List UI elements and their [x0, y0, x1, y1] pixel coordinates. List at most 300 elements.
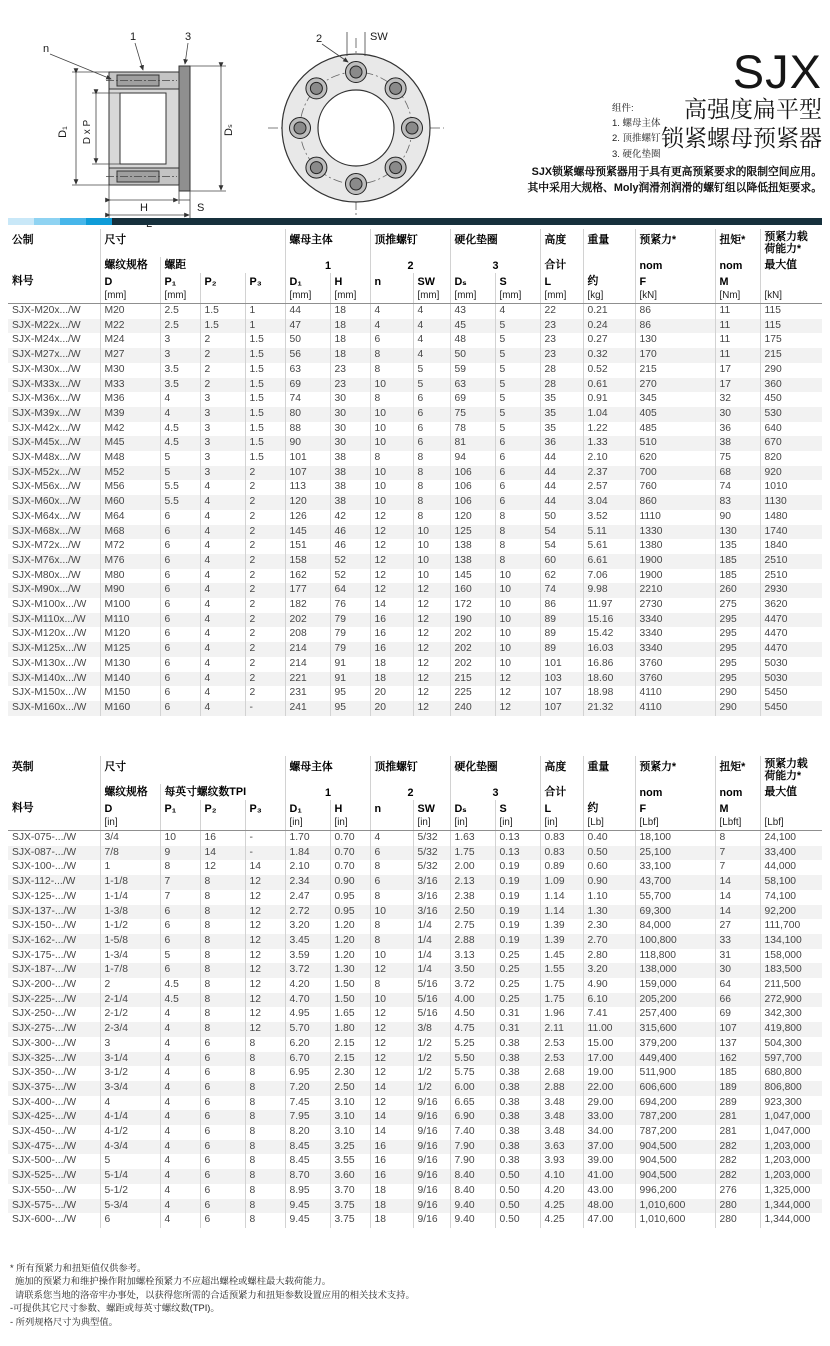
value-cell: 44 [540, 466, 583, 481]
part-number-cell: SJX-M56x.../W [12, 481, 81, 493]
value-cell: 700 [635, 466, 715, 481]
value-cell: 158 [285, 554, 330, 569]
value-cell: 4 [200, 701, 245, 716]
part-number-cell: SJX-M120x.../W [12, 628, 87, 640]
value-cell: 7 [715, 846, 760, 861]
value-cell: 6 [160, 905, 200, 920]
value-cell: M20 [100, 304, 160, 319]
value-cell: 4 [160, 1052, 200, 1067]
value-cell: 107 [540, 686, 583, 701]
value-cell: 3.75 [330, 1199, 370, 1214]
table-row [8, 686, 822, 701]
part-number-cell: SJX-M140x.../W [12, 672, 87, 684]
value-cell: 860 [635, 495, 715, 510]
value-cell: 10 [370, 495, 413, 510]
value-cell: 10 [370, 378, 413, 393]
value-cell: 4 [370, 319, 413, 334]
value-cell: 183,500 [760, 963, 822, 978]
value-cell: 10 [370, 993, 413, 1008]
value-cell: 115 [760, 304, 822, 319]
value-cell: 1,203,000 [760, 1140, 822, 1155]
value-cell: 1130 [760, 495, 822, 510]
value-cell: 4.5 [160, 978, 200, 993]
footnote-5: - 所列规格尺寸为典型值。 [10, 1316, 118, 1327]
value-cell: 2 [245, 672, 285, 687]
value-cell: 5 [495, 378, 540, 393]
value-cell: 92,200 [760, 905, 822, 920]
table-row [8, 1037, 822, 1052]
value-cell: 12 [370, 1052, 413, 1067]
value-cell: 42 [330, 510, 370, 525]
value-cell: 3 [200, 392, 245, 407]
value-cell: 3.63 [540, 1140, 583, 1155]
value-cell: 282 [715, 1140, 760, 1155]
value-cell: 202 [450, 642, 495, 657]
table-row [8, 934, 822, 949]
footnote-2: 施加的预紧力和维护操作附加螺栓预紧力不应超出螺栓或螺柱最大载荷能力。 [15, 1276, 332, 1287]
value-cell: 1.5 [245, 333, 285, 348]
value-cell: 68 [715, 466, 760, 481]
value-cell: 0.95 [330, 890, 370, 905]
value-cell: 18 [330, 348, 370, 363]
label-part3: 3 [185, 31, 192, 43]
value-cell: 241 [285, 701, 330, 716]
value-cell: 8 [200, 1007, 245, 1022]
value-cell: 5-1/2 [100, 1184, 160, 1199]
value-cell: 47.00 [583, 1213, 635, 1228]
value-cell: 5.5 [160, 480, 200, 495]
value-cell: 8 [370, 348, 413, 363]
part-number-cell: SJX-300-.../W [12, 1037, 77, 1049]
value-cell: 4 [160, 1199, 200, 1214]
description-line-1: SJX锁紧螺母预紧器用于具有更高预紧要求的限制空间应用。 [531, 165, 822, 178]
value-cell: 138,000 [635, 963, 715, 978]
value-cell: 6 [413, 407, 450, 422]
unit-m: [Lbft] [715, 816, 760, 831]
value-cell: 69 [715, 1007, 760, 1022]
part-number-cell: SJX-M42x.../W [12, 422, 81, 434]
value-cell: 379,200 [635, 1037, 715, 1052]
value-cell: 125 [450, 525, 495, 540]
legend-item-2: 2. 顶推螺钉 [612, 133, 661, 145]
col-h: H [330, 800, 370, 816]
value-cell: 115 [760, 319, 822, 334]
value-cell: 8 [200, 993, 245, 1008]
value-cell: 2.10 [285, 860, 330, 875]
value-cell: 295 [715, 642, 760, 657]
table-row [8, 1066, 822, 1081]
dim-label-d1: D₁ [57, 126, 69, 138]
value-cell: 18 [370, 1184, 413, 1199]
value-cell: 0.25 [495, 949, 540, 964]
table-row [8, 333, 822, 348]
footnotes [10, 1262, 415, 1329]
value-cell: 107 [540, 701, 583, 716]
value-cell: 185 [715, 554, 760, 569]
part-number-cell: SJX-150-.../W [12, 920, 77, 932]
value-cell: 3-1/2 [100, 1066, 160, 1081]
value-cell: 1.45 [540, 949, 583, 964]
table-row [8, 583, 822, 598]
value-cell: 0.38 [495, 1096, 540, 1111]
value-cell: 3.72 [285, 963, 330, 978]
value-cell: 0.19 [495, 890, 540, 905]
value-cell: 54 [540, 525, 583, 540]
value-cell: 2-1/2 [100, 1007, 160, 1022]
value-cell: 904,500 [635, 1169, 715, 1184]
value-cell: 11 [715, 348, 760, 363]
value-cell: 12 [370, 1037, 413, 1052]
value-cell: 4 [160, 1213, 200, 1228]
value-cell: 8 [413, 451, 450, 466]
part-number-cell: SJX-M24x.../W [12, 334, 81, 346]
sub-nom-m: nom [715, 784, 760, 800]
part-number-cell: SJX-325-.../W [12, 1052, 77, 1064]
col-n: n [370, 273, 413, 289]
value-cell: 8.70 [285, 1169, 330, 1184]
group-nut-body: 螺母主体 [285, 756, 370, 784]
value-cell: 10 [495, 657, 540, 672]
value-cell: 10 [413, 539, 450, 554]
value-cell: 10 [370, 949, 413, 964]
value-cell: 91 [330, 672, 370, 687]
value-cell: 6 [200, 1140, 245, 1155]
value-cell: 3/8 [413, 1022, 450, 1037]
col-p1: P₁ [160, 273, 200, 289]
col-approx: 约 [583, 273, 635, 289]
value-cell: 8 [370, 860, 413, 875]
value-cell: 8 [245, 1066, 285, 1081]
value-cell: 8 [370, 978, 413, 993]
col-ds: Dₛ [450, 273, 495, 289]
value-cell: 21.32 [583, 701, 635, 716]
value-cell: 58,100 [760, 875, 822, 890]
value-cell: 1,047,000 [760, 1110, 822, 1125]
value-cell: 1.70 [285, 831, 330, 846]
value-cell: - [245, 701, 285, 716]
table-row [8, 304, 822, 319]
table-row [8, 831, 822, 846]
value-cell: 345 [635, 392, 715, 407]
part-number-cell: SJX-112-.../W [12, 876, 76, 888]
group-jack-screws: 顶推螺钉 [370, 756, 450, 784]
table-row [8, 348, 822, 363]
value-cell: 4470 [760, 642, 822, 657]
value-cell: 9 [160, 846, 200, 861]
value-cell: M27 [100, 348, 160, 363]
value-cell: 3760 [635, 657, 715, 672]
value-cell: 3.70 [330, 1184, 370, 1199]
value-cell: 106 [450, 495, 495, 510]
value-cell: 1.39 [540, 919, 583, 934]
part-number-cell: SJX-550-.../W [12, 1184, 77, 1196]
value-cell: 45 [450, 319, 495, 334]
value-cell: 6 [160, 672, 200, 687]
value-cell: 9/16 [413, 1154, 450, 1169]
value-cell: 2 [200, 378, 245, 393]
value-cell: 3 [200, 436, 245, 451]
value-cell: 7 [160, 875, 200, 890]
value-cell: 0.83 [540, 846, 583, 861]
value-cell: 1,344,000 [760, 1199, 822, 1214]
value-cell: 0.70 [330, 860, 370, 875]
label-n: n [43, 43, 50, 55]
value-cell: 4 [200, 525, 245, 540]
value-cell: 6 [160, 919, 200, 934]
part-number-cell: SJX-275-.../W [12, 1023, 77, 1035]
value-cell: 4110 [635, 686, 715, 701]
table-row [8, 1154, 822, 1169]
value-cell: 18.60 [583, 672, 635, 687]
value-cell: 101 [285, 451, 330, 466]
value-cell: 60 [540, 554, 583, 569]
sub-tpi: 每英寸螺纹数TPI [160, 784, 285, 800]
value-cell: 8 [245, 1081, 285, 1096]
value-cell: 12 [413, 701, 450, 716]
col-s: S [495, 800, 540, 816]
value-cell: 3.10 [330, 1125, 370, 1140]
value-cell: 295 [715, 627, 760, 642]
value-cell: 2.37 [583, 466, 635, 481]
value-cell: 4 [160, 1007, 200, 1022]
table-row [8, 1184, 822, 1199]
group-torque: 扭矩* [715, 229, 760, 257]
unit-d: [in] [100, 816, 160, 831]
table-row [8, 495, 822, 510]
col-m: M [715, 273, 760, 289]
value-cell: 111,700 [760, 919, 822, 934]
value-cell: 4 [413, 304, 450, 319]
value-cell: 4 [100, 1096, 160, 1111]
group-capacity: 预紧力载 荷能力* [760, 756, 822, 784]
value-cell: 4.5 [160, 436, 200, 451]
part-number-cell: SJX-M72x.../W [12, 540, 81, 552]
value-cell: 18 [330, 319, 370, 334]
value-cell: 1110 [635, 510, 715, 525]
table-row [8, 525, 822, 540]
unit-ds: [mm] [450, 289, 495, 304]
value-cell: 282 [715, 1169, 760, 1184]
value-cell: 6 [160, 963, 200, 978]
value-cell: 7.90 [450, 1154, 495, 1169]
value-cell: 6 [160, 627, 200, 642]
value-cell: 0.50 [495, 1169, 540, 1184]
value-cell: 504,300 [760, 1037, 822, 1052]
value-cell: 760 [635, 480, 715, 495]
value-cell: 1.65 [330, 1007, 370, 1022]
value-cell: 1010 [760, 480, 822, 495]
value-cell: 6 [200, 1110, 245, 1125]
value-cell: 137 [715, 1037, 760, 1052]
value-cell: 12 [495, 701, 540, 716]
value-cell: 12 [245, 905, 285, 920]
part-number-cell: SJX-M64x.../W [12, 510, 81, 522]
value-cell: 138 [450, 554, 495, 569]
value-cell: 6.00 [450, 1081, 495, 1096]
value-cell: 0.50 [495, 1213, 540, 1228]
table-row [8, 919, 822, 934]
value-cell: 18.98 [583, 686, 635, 701]
value-cell: 2.15 [330, 1052, 370, 1067]
value-cell: M33 [100, 378, 160, 393]
value-cell: 275 [715, 598, 760, 613]
value-cell: 2.68 [540, 1066, 583, 1081]
part-number-cell: SJX-M45x.../W [12, 437, 81, 449]
value-cell: 1.10 [583, 890, 635, 905]
value-cell: 4 [200, 598, 245, 613]
part-number-cell: SJX-175-.../W [12, 949, 77, 961]
value-cell: 315,600 [635, 1022, 715, 1037]
unit-max: [Lbf] [760, 816, 822, 831]
value-cell: 281 [715, 1110, 760, 1125]
value-cell: 12 [245, 949, 285, 964]
value-cell: 1740 [760, 525, 822, 540]
value-cell: 0.60 [583, 860, 635, 875]
table-row [8, 1052, 822, 1067]
value-cell: 2510 [760, 554, 822, 569]
value-cell: 8 [245, 1184, 285, 1199]
value-cell: 1.5 [245, 451, 285, 466]
value-cell: 2 [245, 583, 285, 598]
value-cell: 12 [370, 583, 413, 598]
value-cell: 8 [200, 949, 245, 964]
table-row [8, 1213, 822, 1228]
value-cell: 18 [370, 672, 413, 687]
value-cell: 12 [413, 613, 450, 628]
value-cell: 215 [760, 348, 822, 363]
unit-f: [Lbf] [635, 816, 715, 831]
value-cell: 5 [413, 378, 450, 393]
value-cell: 160 [450, 583, 495, 598]
value-cell: 6.61 [583, 554, 635, 569]
value-cell: 1840 [760, 539, 822, 554]
value-cell: 1.5 [200, 319, 245, 334]
value-cell: 4.70 [285, 993, 330, 1008]
value-cell: 289 [715, 1096, 760, 1111]
value-cell: 10 [370, 422, 413, 437]
value-cell: 16.86 [583, 657, 635, 672]
value-cell: 3760 [635, 672, 715, 687]
value-cell: 91 [330, 657, 370, 672]
value-cell: 84,000 [635, 919, 715, 934]
value-cell: 56 [285, 348, 330, 363]
value-cell: 5 [413, 363, 450, 378]
col-d1: D₁ [285, 800, 330, 816]
value-cell: 14 [370, 1081, 413, 1096]
value-cell: 2.80 [583, 949, 635, 964]
value-cell: 101 [540, 657, 583, 672]
value-cell: 4.75 [450, 1022, 495, 1037]
part-number-cell: SJX-100-.../W [12, 861, 77, 873]
value-cell: 4 [370, 831, 413, 846]
value-cell: 295 [715, 672, 760, 687]
value-cell: 2.70 [583, 934, 635, 949]
value-cell: 4 [160, 1110, 200, 1125]
value-cell: 43.00 [583, 1184, 635, 1199]
value-cell: 14 [370, 1110, 413, 1125]
value-cell: 1.84 [285, 846, 330, 861]
value-cell: 225 [450, 686, 495, 701]
value-cell: 640 [760, 422, 822, 437]
value-cell: 1,344,000 [760, 1213, 822, 1228]
value-cell: 0.91 [583, 392, 635, 407]
value-cell: 1-3/8 [100, 905, 160, 920]
value-cell: 1.75 [540, 978, 583, 993]
value-cell: 6 [495, 466, 540, 481]
part-number-cell: SJX-M150x.../W [12, 687, 87, 699]
value-cell: 1480 [760, 510, 822, 525]
value-cell: 86 [635, 304, 715, 319]
value-cell: 8 [245, 1096, 285, 1111]
value-cell: 11 [715, 319, 760, 334]
value-cell: 55,700 [635, 890, 715, 905]
part-number-cell: SJX-400-.../W [12, 1096, 77, 1108]
value-cell: 1,047,000 [760, 1125, 822, 1140]
dim-label-h: H [140, 202, 148, 214]
value-cell: 19.00 [583, 1066, 635, 1081]
value-cell: 276 [715, 1184, 760, 1199]
value-cell: 4 [200, 510, 245, 525]
part-number-cell: SJX-M52x.../W [12, 466, 81, 478]
value-cell: 0.24 [583, 319, 635, 334]
part-number-cell: SJX-200-.../W [12, 979, 77, 991]
value-cell: 106 [450, 466, 495, 481]
value-cell: 0.19 [495, 919, 540, 934]
value-cell: 175 [760, 333, 822, 348]
value-cell: 0.25 [495, 993, 540, 1008]
value-cell: M100 [100, 598, 160, 613]
table-row [8, 701, 822, 716]
value-cell: 16 [370, 1169, 413, 1184]
value-cell: 6 [160, 583, 200, 598]
value-cell: 64 [330, 583, 370, 598]
value-cell: 360 [760, 378, 822, 393]
value-cell: 16 [200, 831, 245, 846]
value-cell: 4 [160, 407, 200, 422]
part-number-cell: SJX-M36x.../W [12, 393, 81, 405]
value-cell: 75 [450, 407, 495, 422]
value-cell: 12 [370, 963, 413, 978]
value-cell: 159,000 [635, 978, 715, 993]
value-cell: 8 [200, 963, 245, 978]
value-cell: 151 [285, 539, 330, 554]
sub-pitch: 螺距 [160, 257, 285, 273]
value-cell: 2 [245, 539, 285, 554]
col-p1: P₁ [160, 800, 200, 816]
value-cell: 1 [245, 319, 285, 334]
value-cell: 12 [245, 875, 285, 890]
value-cell: 4.5 [160, 993, 200, 1008]
value-cell: M160 [100, 701, 160, 716]
value-cell: 2 [200, 348, 245, 363]
value-cell: 3/16 [413, 875, 450, 890]
value-cell: 8 [200, 919, 245, 934]
value-cell: 0.50 [583, 846, 635, 861]
value-cell: 3.20 [285, 919, 330, 934]
value-cell: 1.5 [245, 407, 285, 422]
value-cell: 36 [715, 422, 760, 437]
part-number-cell: SJX-M90x.../W [12, 584, 81, 596]
value-cell: 4 [495, 304, 540, 319]
value-cell: 1.22 [583, 422, 635, 437]
table-row [8, 569, 822, 584]
value-cell: 1/2 [413, 1037, 450, 1052]
value-cell: 78 [450, 422, 495, 437]
table-row [8, 613, 822, 628]
value-cell: 280 [715, 1199, 760, 1214]
value-cell: 23 [540, 348, 583, 363]
value-cell: 1.5 [245, 363, 285, 378]
